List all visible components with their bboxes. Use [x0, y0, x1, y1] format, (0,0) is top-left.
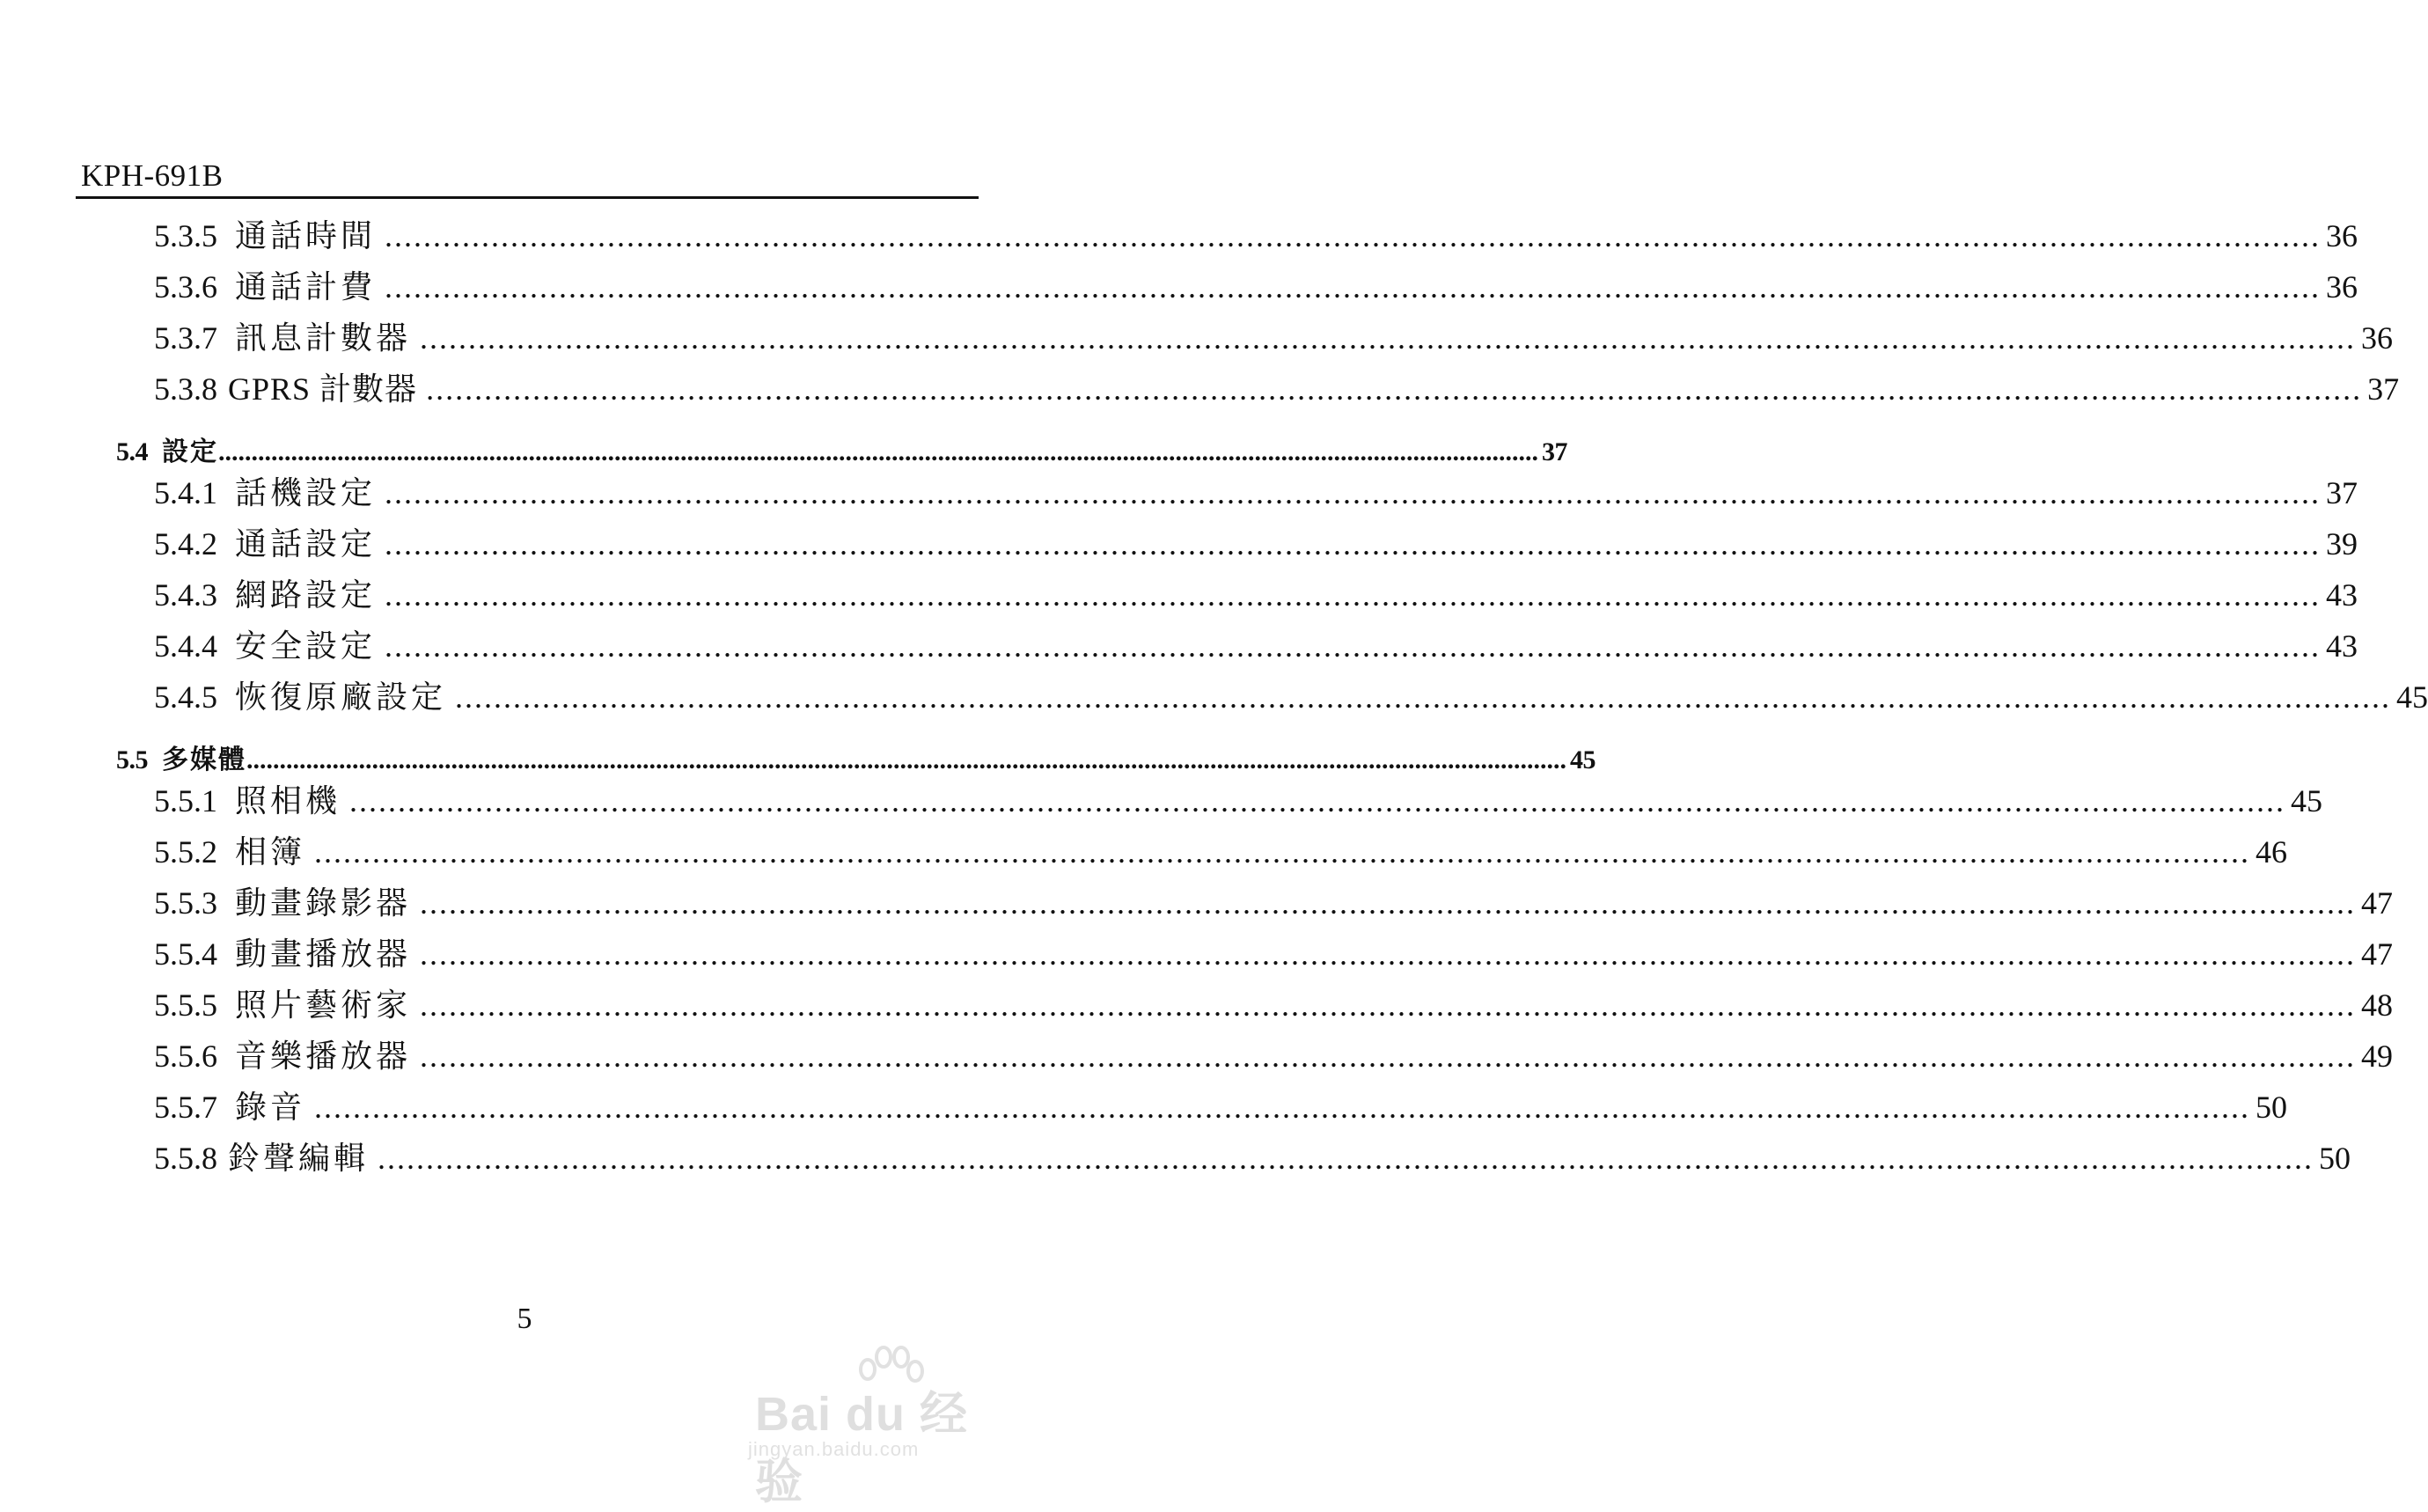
toc-entry-5-4-2[interactable]: [154, 519, 2358, 561]
toc-number: 5.5.6: [154, 1039, 217, 1074]
toc-entry-5-5-2[interactable]: [154, 827, 2288, 870]
toc-title: 照片藝術家: [235, 987, 412, 1023]
toc-number: 5.5.1: [154, 783, 217, 818]
toc-title: 通話計費: [235, 269, 377, 305]
dot-leader: ........................................................................................................................................................................................................: [385, 526, 2322, 561]
dot-leader: ........................................................................................................................................................................................................: [455, 679, 2392, 715]
toc-number: 5.4.4: [154, 628, 217, 664]
toc-number: 5.5.8: [154, 1141, 217, 1176]
toc-page: 50: [2319, 1141, 2351, 1176]
toc-page: 36: [2326, 218, 2358, 253]
dot-leader: ........................................................................................................................................................................................................: [385, 218, 2322, 253]
toc-number: 5.4: [116, 437, 148, 466]
toc-title: 安全設定: [235, 628, 377, 664]
dot-leader: ........................................................................................................................................................................................................: [420, 320, 2357, 356]
toc-title: 網路設定: [235, 577, 377, 613]
dot-leader: ........................................................................................................................................................................................................: [420, 936, 2357, 972]
toc-entry-5-4-1[interactable]: [154, 468, 2358, 510]
toc-page: 46: [2256, 834, 2288, 870]
toc-entry-5-3-5[interactable]: [154, 211, 2358, 253]
dot-leader: ........................................................................................................................................................................................................: [420, 885, 2357, 921]
toc-title: GPRS 計數器: [228, 371, 418, 407]
toc-entry-5-4-4[interactable]: [154, 621, 2358, 664]
toc-page: 45: [2291, 783, 2323, 818]
toc-title: 話機設定: [235, 475, 377, 510]
toc-page: 47: [2361, 885, 2394, 921]
toc-title: 動畫播放器: [235, 936, 412, 972]
toc-title: 相簿: [235, 834, 306, 870]
dot-leader: ........................................................................................................................................................................................................: [378, 1141, 2314, 1176]
toc-title: 通話設定: [235, 526, 377, 561]
toc-entry-5-3-6[interactable]: [154, 262, 2358, 305]
toc-page: 43: [2326, 577, 2358, 613]
toc-entry-5-5-1[interactable]: [154, 776, 2323, 818]
toc-page: 36: [2361, 320, 2394, 356]
toc-number: 5.3.7: [154, 320, 217, 356]
toc-section-5-5[interactable]: [116, 738, 1595, 774]
toc-number: 5.5.7: [154, 1090, 217, 1125]
document-header-title: KPH-691B: [81, 158, 224, 193]
toc-entry-5-4-3[interactable]: [154, 570, 2358, 613]
toc-entry-5-3-8[interactable]: [154, 364, 2400, 407]
dot-leader: ........................................................................................................................................................................................................: [420, 1039, 2357, 1074]
dot-leader: ........................................................................................................................................................................................................: [385, 577, 2322, 613]
dot-leader: ........................................................................................................................................................................................................: [349, 783, 2286, 818]
baidu-jingyan-watermark: [746, 1343, 1010, 1508]
toc-page: 45: [1570, 745, 1595, 774]
toc-number: 5.3.5: [154, 218, 217, 253]
toc-entry-5-5-8[interactable]: [154, 1134, 2351, 1176]
dot-leader: ........................................................................................................................................................................................................: [385, 269, 2322, 305]
toc-number: 5.4.1: [154, 475, 217, 510]
dot-leader: ........................................................................................................................................................................................................: [426, 371, 2363, 407]
toc-number: 5.3.8: [154, 371, 217, 407]
toc-entry-5-5-5[interactable]: [154, 980, 2394, 1023]
dot-leader: ........................................................................................................................................................................................................: [314, 834, 2251, 870]
toc-entry-5-5-6[interactable]: [154, 1031, 2394, 1074]
toc-page: 50: [2256, 1090, 2288, 1125]
toc-entry-5-5-7[interactable]: [154, 1083, 2288, 1125]
toc-section-5-4[interactable]: [116, 429, 1567, 466]
toc-number: 5.3.6: [154, 269, 217, 305]
toc-page: 43: [2326, 628, 2358, 664]
toc-entry-5-5-4[interactable]: [154, 929, 2394, 972]
toc-title: 設定: [162, 437, 218, 466]
toc-page: 37: [2326, 475, 2358, 510]
watermark-url: jingyan.baidu.com: [748, 1438, 920, 1460]
toc-page: 45: [2396, 679, 2428, 715]
toc-page: 47: [2361, 936, 2394, 972]
dot-leader: ........................................................................................................................................................................................................: [246, 745, 1566, 774]
toc-number: 5.4.5: [154, 679, 217, 715]
toc-title: 動畫錄影器: [235, 885, 412, 921]
dot-leader: ........................................................................................................................................................................................................: [385, 628, 2322, 664]
toc-page: 36: [2326, 269, 2358, 305]
toc-entry-5-4-5[interactable]: [154, 672, 2428, 715]
page-number: 5: [517, 1303, 532, 1335]
toc-page: 39: [2326, 526, 2358, 561]
toc-title: 音樂播放器: [235, 1039, 412, 1074]
toc-number: 5.5.5: [154, 987, 217, 1023]
toc-page: 37: [2367, 371, 2400, 407]
dot-leader: ........................................................................................................................................................................................................: [314, 1090, 2251, 1125]
toc-title: 錄音: [235, 1090, 306, 1125]
dot-leader: ........................................................................................................................................................................................................: [218, 437, 1538, 466]
toc-entry-5-3-7[interactable]: [154, 313, 2394, 356]
toc-number: 5.5.4: [154, 936, 217, 972]
toc-title: 訊息計數器: [235, 320, 412, 356]
toc-number: 5.4.3: [154, 577, 217, 613]
toc-page: 37: [1542, 437, 1567, 466]
watermark-logo: Bai du 经验: [755, 1388, 969, 1508]
toc-entry-5-5-3[interactable]: [154, 878, 2394, 921]
toc-number: 5.5.2: [154, 834, 217, 870]
toc-title: 多媒體: [162, 745, 246, 774]
dot-leader: ........................................................................................................................................................................................................: [420, 987, 2357, 1023]
toc-title: 恢復原廠設定: [235, 679, 447, 715]
toc-title: 鈴聲編輯: [228, 1141, 370, 1176]
toc-number: 5.4.2: [154, 526, 217, 561]
toc-page: 49: [2361, 1039, 2394, 1074]
dot-leader: ........................................................................................................................................................................................................: [385, 475, 2322, 510]
toc-number: 5.5: [116, 745, 148, 774]
toc-number: 5.5.3: [154, 885, 217, 921]
header-rule: [76, 196, 979, 199]
toc-title: 照相機: [235, 783, 341, 818]
toc-title: 通話時間: [235, 218, 377, 253]
toc-page: 48: [2361, 987, 2394, 1023]
